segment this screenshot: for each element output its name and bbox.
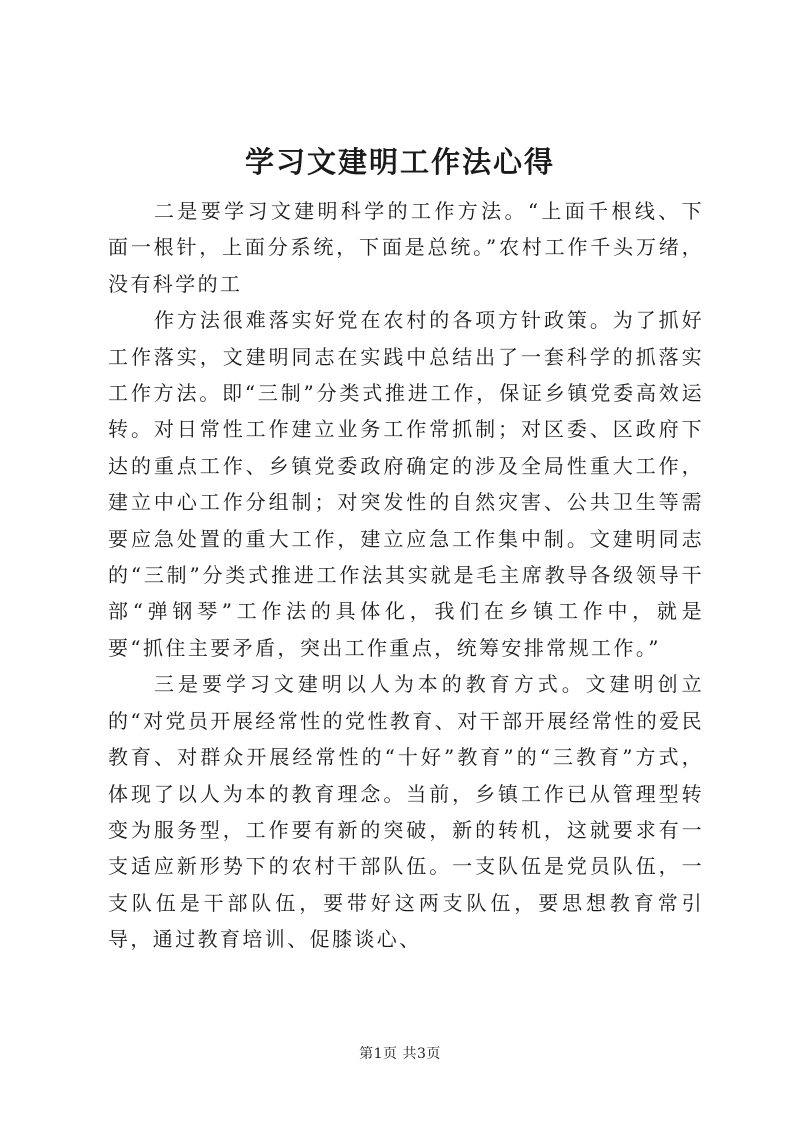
- page-footer: 第1页 共3页: [359, 1046, 441, 1062]
- paragraph-2: 作方法很难落实好党在农村的各项方针政策。为了抓好工作落实，文建明同志在实践中总结出了一套科学的抓落实工作方法。即“三制”分类式推进工作，保证乡镇党委高效运转。对日常性工作建立业务工作常抓制；对区委、区政府下达的重点工作、乡镇党委政府确定的涉及全局性重大工作，建立中心工作分组制；对突发性的自然灾害、公共卫生等需要应急处置的重大工作，建立应急工作集中制。文建明同志的“三制”分类式推进工作法其实就是毛主席教导各级领导干部“弹钢琴”工作法的具体化，我们在乡镇工作中，就是要“抓住主要矛盾，突出工作重点，统筹安排常规工作。”: [108, 308, 704, 660]
- document-title: 学习文建明工作法心得: [244, 145, 555, 179]
- paragraph-1: 二是要学习文建明科学的工作方法。“上面千根线、下面一根针，上面分系统，下面是总统。”农村工作千头万绪，没有科学的工: [108, 199, 704, 296]
- document-body: [108, 193, 704, 958]
- paragraph-3: 三是要学习文建明以人为本的教育方式。文建明创立的“对党员开展经常性的党性教育、对干部开展经常性的爱民教育、对群众开展经常性的“十好”教育”的“三教育”方式，体现了以人为本的教育理念。当前，乡镇工作已从管理型转变为服务型，工作要有新的突破，新的转机，这就要求有一支适应新形势下的农村干部队伍。一支队伍是党员队伍，一支队伍是干部队伍，要带好这两支队伍，要思想教育常引导，通过教育培训、促膝谈心、: [108, 672, 704, 952]
